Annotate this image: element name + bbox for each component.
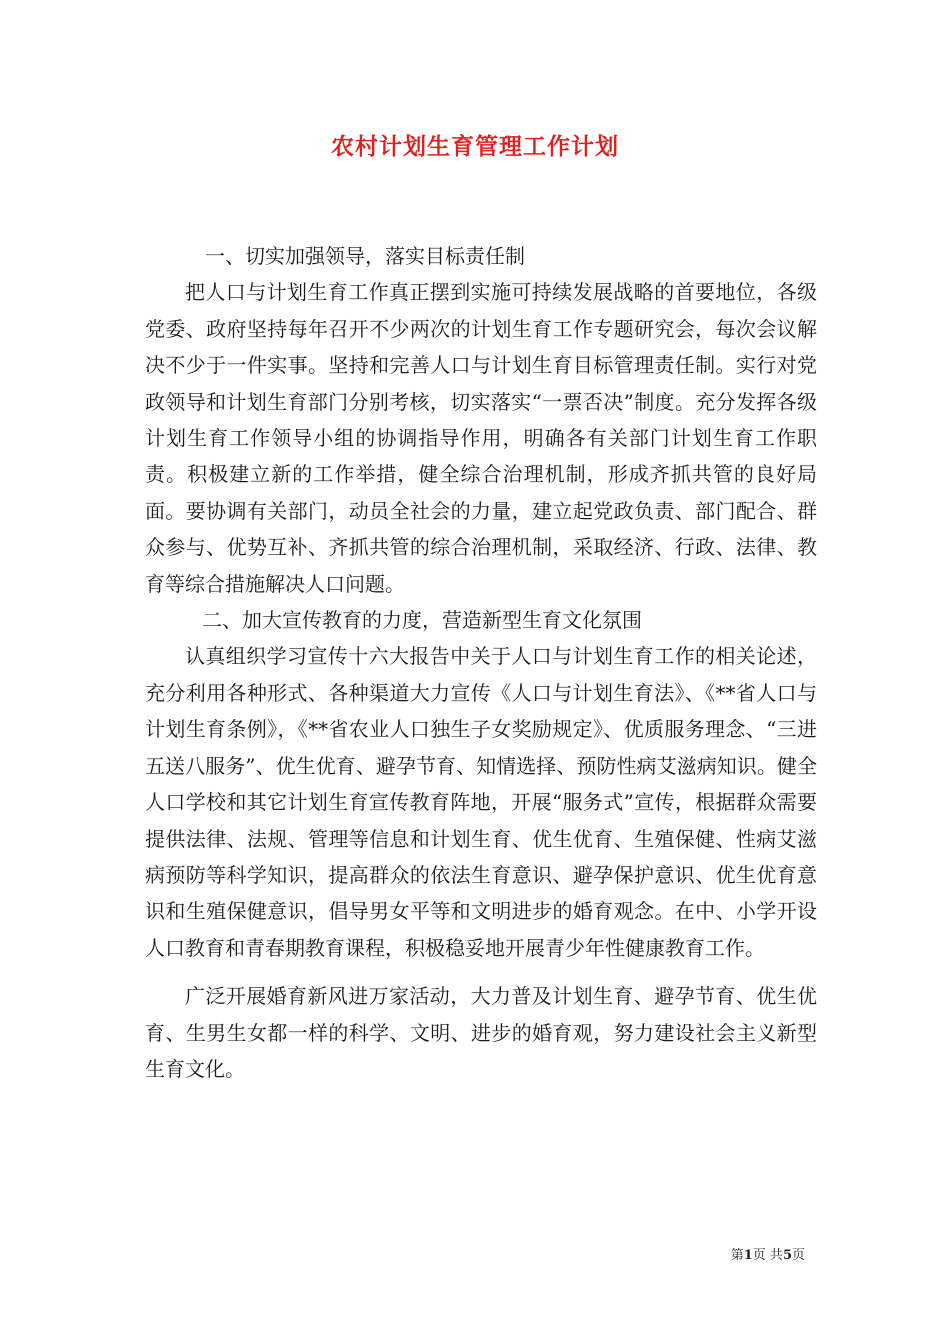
section-2-paragraph-1: 认真组织学习宣传十六大报告中关于人口与计划生育工作的相关论述，充分利用各种形式、各种渠道大力宣传《人口与计划生育法》、《**省人口与计划生育条例》，《**省农业人口独生子女奖励规定》、优质服务理念、“三进五送八服务”、优生优育、避孕节育、知情选择、预防性病艾滋病知识。健全人口学校和其它计划生育宣传教育阵地，开展“服务式”宣传，根据群众需要提供法律、法规、管理等信息和计划生育、优生优育、生殖保健、性病艾滋病预防等科学知识，提高群众的依法生育意识、避孕保护意识、优生优育意识和生殖保健意识，倡导男女平等和文明进步的婚育观念。在中、小学开设人口教育和青春期教育课程，积极稳妥地开展青少年性健康教育工作。 [145,644,817,960]
footer-total-pages: 5 [782,1248,792,1263]
section-heading-1: 一、切实加强领导，落实目标责任制 [205,244,525,268]
document-title: 农村计划生育管理工作计划 [331,133,619,160]
document-body [145,238,817,1087]
section-heading-2: 二、加大宣传教育的力度，营造新型生育文化氛围 [202,608,642,633]
page-number-footer [731,1247,805,1265]
footer-current-page: 1 [743,1248,753,1263]
section-1-paragraph-1: 把人口与计划生育工作真正摆到实施可持续发展战略的首要地位，各级党委、政府坚持每年召开不少两次的计划生育工作专题研究会，每次会议解决不少于一件实事。坚持和完善人口与计划生育目标管理责任制。实行对党政领导和计划生育部门分别考核，切实落实“一票否决”制度。充分发挥各级计划生育工作领导小组的协调指导作用，明确各有关部门计划生育工作职责。积极建立新的工作举措，健全综合治理机制，形成齐抓共管的良好局面。要协调有关部门，动员全社会的力量，建立起党政负责、部门配合、群众参与、优势互补、齐抓共管的综合治理机制，采取经济、行政、法律、教育等综合措施解决人口问题。 [145,280,817,596]
footer-middle: 页 共 [752,1248,783,1263]
footer-prefix: 第 [730,1248,744,1263]
footer-suffix: 页 [791,1248,805,1263]
section-2-paragraph-2: 广泛开展婚育新风进万家活动，大力普及计划生育、避孕节育、优生优育、生男生女都一样的科学、文明、进步的婚育观，努力建设社会主义新型生育文化。 [145,984,817,1081]
